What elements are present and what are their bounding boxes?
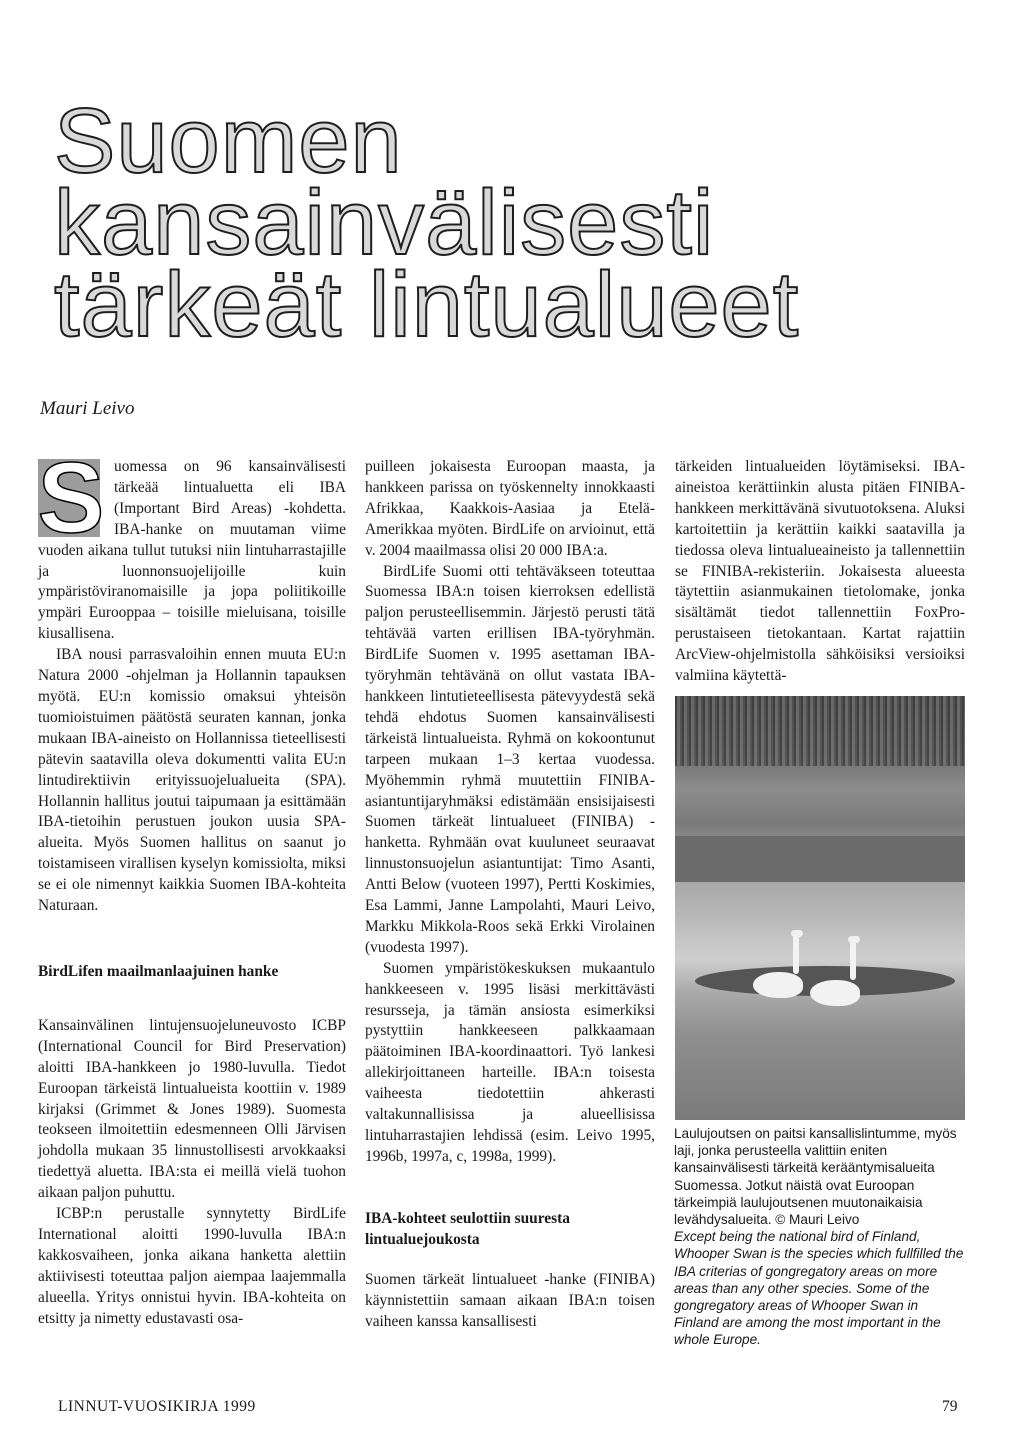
article-title — [54, 90, 800, 356]
caption-english: Except being the national bird of Finland, Whooper Swan is the species which fullfilled the IBA criterias of gongregatory areas on more areas than any other species. Some of the gongregatory areas of Whooper Swan in Finland are among the most important in the whole Europe. — [674, 1229, 964, 1348]
paragraph: tärkeiden lintualueiden löytämiseksi. IBA-aineistoa kerättiinkin alusta pitäen FINIBA-hankkeen merkittävänä sivutuotoksena. Aluksi kartoitettiin ja kerättiin kaikki saatavilla ja tiedossa oleva lintualueaineisto ja tallennettiin se FINIBA-rekisteriin. Jokaisesta alueesta täytettiin asianmukainen tietolomake, jonka sisältämät tiedot tallennettiin FoxPro-perustaiseen tietokantaan. Kartat rajattiin ArcView-ohjelmistolla sähköisiksi versioiksi valmiina käytettä- — [675, 458, 965, 685]
paragraph: IBA nousi parrasvaloihin ennen muuta EU:n Natura 2000 -ohjelman ja Hollannin tapauksen myötä. EU:n komissio omaksui yhteisön tuomioistuimen päätöstä seuraten kannan, jonka mukaan IBA-aineisto on Hollannissa tieteellisesti pätevin saatavilla oleva dokumentti valita EU:n lintudirektiivin erityissuojelualueita (SPA). Hollannin hallitus joutui taipumaan ja esittämään IBA-tietoihin perustuen joukon uusia SPA-alueita. Myös Suomen hallitus on saanut jo toistamiseen virallisen kyselyn komissiolta, miksi se ei ole nimennyt kaikkia Suomen IBA-kohteita Naturaan. — [38, 646, 346, 915]
paragraph: puilleen jokaisesta Euroopan maasta, ja hankkeen parissa on työskennelty innokkaasti Afrikkaa, Kaakkois-Aasiaa ja Etelä-Amerikkaa myöten. BirdLife on arvioinut, että v. 2004 maailmassa olisi 20 000 IBA:a. — [365, 458, 655, 559]
paragraph: ICBP:n perustalle synnytetty BirdLife International aloitti 1990-luvulla IBA:n kakkosvaiheen, jonka aikana hanketta alettiin aktiivisesti toteuttaa paljon aiempaa laajemmalla alueella. Yritys onnistui hyvin. IBA-kohteita on etsitty ja nimetty edustavasti osa- — [38, 1205, 346, 1327]
text-column-3 — [675, 457, 965, 687]
section-heading: IBA-kohteet seulottiin suuresta lintualuejoukosta — [365, 1209, 570, 1248]
photo-caption — [674, 1125, 966, 1349]
title-line-3: tärkeät lintualueet — [54, 254, 800, 356]
page-number: 79 — [942, 1398, 958, 1415]
author-byline: Mauri Leivo — [40, 398, 135, 419]
drop-cap: S — [37, 442, 105, 554]
text-column-2 — [365, 457, 655, 1333]
paragraph: Suomen ympäristökeskuksen mukaantulo hankkeeseen v. 1995 lisäsi merkittävästi resursseja, ja tämän ansiosta esimerkiksi pystyttiin hankkeeseen palkkaamaan päätoiminen IBA-koordinaattori. Työ lankesi allekirjoittaneen harteille. IBA:n toisesta vaiheesta tiedotettiin ahkerasti valtakunnallisissa ja alueellisissa lintuharrastajien lehdissä (esim. Leivo 1995, 1996b, 1997a, c, 1998a, 1999). — [365, 959, 655, 1165]
swan-photo — [675, 696, 965, 1120]
paragraph: Kansainvälinen lintujensuojeluneuvosto ICBP (International Council for Bird Preservation) aloitti IBA-hankkeen jo 1980-luvulla. Tiedot Euroopan tärkeistä lintualueista koottiin v. 1989 kirjaksi (Grimmet & Jones 1989). Suomesta teokseen ilmoitettiin edesmenneen Olli Järvisen johdolla mukaan 35 linnustollisesti arvokkaaksi tiedettyä aluetta. IBA:sta ei meillä vielä tuohon aikaan paljon puhuttu. — [38, 1016, 346, 1202]
reeds-background — [675, 696, 965, 766]
intro-paragraph — [37, 442, 346, 645]
journal-name: LINNUT-VUOSIKIRJA 1999 — [58, 1398, 256, 1415]
far-bank — [675, 836, 965, 882]
paragraph: BirdLife Suomi otti tehtäväkseen toteuttaa Suomessa IBA:n toisen kierroksen edellistä paljon perusteellisemmin. Järjestö perusti tätä tehtävää varten erillisen IBA-työryhmän. BirdLife Suomen v. 1995 asettaman IBA-työryhmän tehtävänä on ollut vastata IBA-hankkeen lintutieteellisesta pätevyydestä sekä tehdä ehdotus Suomen kansainvälisesti tärkeistä lintualueista. Ryhmä on kokoontunut tarpeen mukaan 1–3 kertaa vuodessa. Myöhemmin ryhmä muutettiin FINIBA-asiantuntijaryhmäksi edistämään ensisijaisesti Suomen tärkeät lintualueet (FINIBA) -hanketta. Ryhmään ovat kuuluneet seuraavat linnustonsuojelun asiantuntijat: Timo Asanti, Antti Below (vuoteen 1997), Pertti Koskimies, Esa Lammi, Janne Lampolahti, Mauri Leivo, Markku Mikkola-Roos sekä Erkki Virolainen (vuodesta 1997). — [365, 562, 655, 956]
intro-text: uomessa on 96 kansainvälisesti tärkeää lintualuetta eli IBA (Important Bird Areas) -kohdetta. IBA-hanke on muutaman viime vuoden aikana tullut tutuksi niin lintuharrastajille ja luonnonsuojelijoille kuin ympäristöviranomaisille ja jopa poliitikoille ympäri Eurooppaa – toisille mieluisana, toisille kiusallisena. — [38, 458, 346, 643]
section-heading: BirdLifen maailmanlaajuinen hanke — [38, 962, 279, 980]
text-column-1 — [37, 442, 346, 1330]
caption-finnish: Laulujoutsen on paitsi kansallislintumme, myös laji, jonka perusteella valittiin eniten kansainvälisesti tärkeitä kerääntymisalueita Suomessa. Jotkut näistä ovat Euroopan tärkeimpiä laulujoutsenen muutonaikaisia levähdysalueita. © Mauri Leivo — [674, 1126, 957, 1228]
title-line-1: Suomen — [54, 90, 403, 192]
title-line-2: kansainvälisesti — [54, 172, 715, 274]
paragraph: Suomen tärkeät lintualueet -hanke (FINIBA) käynnistettiin samaan aikaan IBA:n toisen vaiheen kanssa kansallisesti — [365, 1270, 655, 1330]
